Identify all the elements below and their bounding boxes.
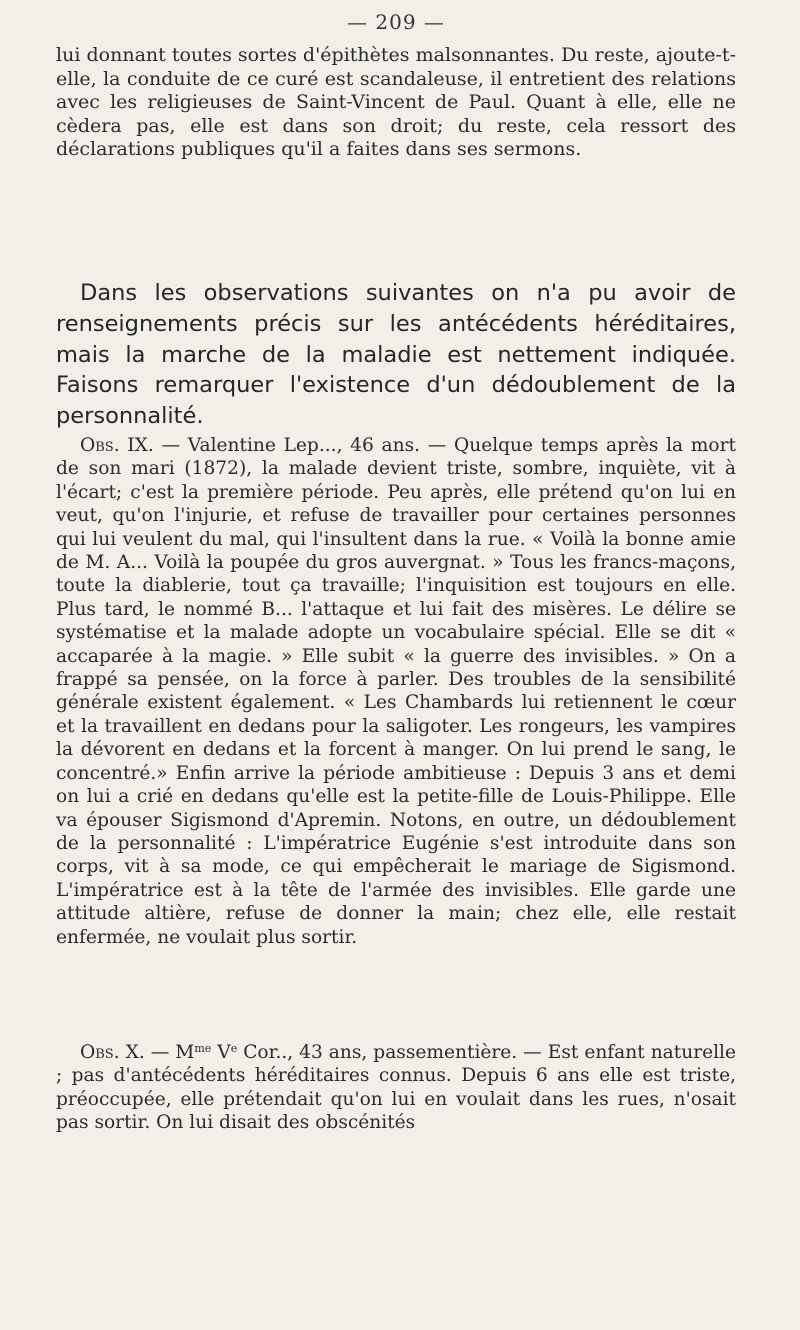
observation-title-prefix: — M: [144, 1042, 195, 1063]
observation-text: Cor.., 43 ans, passementière. — Est enfant naturelle ; pas d'antécédents héréditaires connus. Depuis 6 ans elle est triste, préoccupée, elle prétendait qu'on lui en voulait dans les rues, n'osait pas sortir. On lui disait des obscénités: [56, 1042, 736, 1134]
observation-text: — Valentine Lep..., 46 ans. — Quelque temps après la mort de son mari (1872), la malade devient triste, sombre, inquiète, vit à l'écart; c'est la première période. Peu après, elle prétend qu'on lui en veut, qu'on l'injurie, et refuse de travailler pour certaines personnes qui lui veulent du mal, qui l'insultent dans la rue. « Voilà la bonne amie de M. A... Voilà la poupée du gros auvergnat. » Tous les francs-maçons, toute la diablerie, tout ça travaille; l'inquisition est toujours en elle. Plus tard, le nommé B... l'attaque et lui fait des misères. Le délire se systématise et la malade adopte un vocabulaire spécial. Elle se dit « accaparée à la magie. » Elle subit « la guerre des invisibles. » On a frappé sa pensée, on la force à parler. Des troubles de la sensibilité générale existent également. « Les Chambards lui retiennent le cœur et la travaillent en dedans pour la saligoter. Les rongeurs, les vampires la dévorent en dedans et la forcent à manger. On lui prend le sang, le concentré.» Enfin arrive la période ambitieuse : Depuis 3 ans et demi on lui a crié en dedans qu'elle est la petite-fille de Louis-Philippe. Elle va épouser Sigismond d'Apremin. Notons, en outre, un dédoublement de la personnalité : L'impératrice Eugénie s'est introduite dans son corps, vit à sa mode, ce qui empêcherait le mariage de Sigismond. L'impératrice est à la tête de l'armée des invisibles. Elle garde une attitude altière, refuse de donner la main; chez elle, elle restait enfermée, ne voulait plus sortir.: [56, 435, 736, 948]
observation-label: Obs. X.: [80, 1042, 145, 1063]
observation-ix: [56, 434, 736, 949]
page-number: — 209 —: [347, 10, 445, 34]
observation-title-mid: V: [211, 1042, 231, 1063]
book-page: [56, 0, 736, 1330]
observation-x: [56, 1041, 736, 1135]
paragraph-continuation: lui donnant toutes sortes d'épithètes malsonnantes. Du reste, ajoute-t-elle, la conduite de ce curé est scandaleuse, il entretient des relations avec les religieuses de Saint-Vincent de Paul. Quant à elle, elle ne cèdera pas, elle est dans son droit; du reste, cela ressort des déclarations publiques qu'il a faites dans ses sermons.: [56, 44, 736, 160]
observation-label: Obs. IX.: [80, 435, 154, 456]
paragraph-introduction: Dans les observations suivantes on n'a pu avoir de renseignements précis sur les antécédents héréditaires, mais la marche de la maladie est nettement indiquée. Faisons remarquer l'existence d'un dédoublement de la personnalité.: [56, 280, 736, 430]
superscript-e: e: [230, 1042, 238, 1055]
superscript-me: me: [194, 1042, 212, 1055]
